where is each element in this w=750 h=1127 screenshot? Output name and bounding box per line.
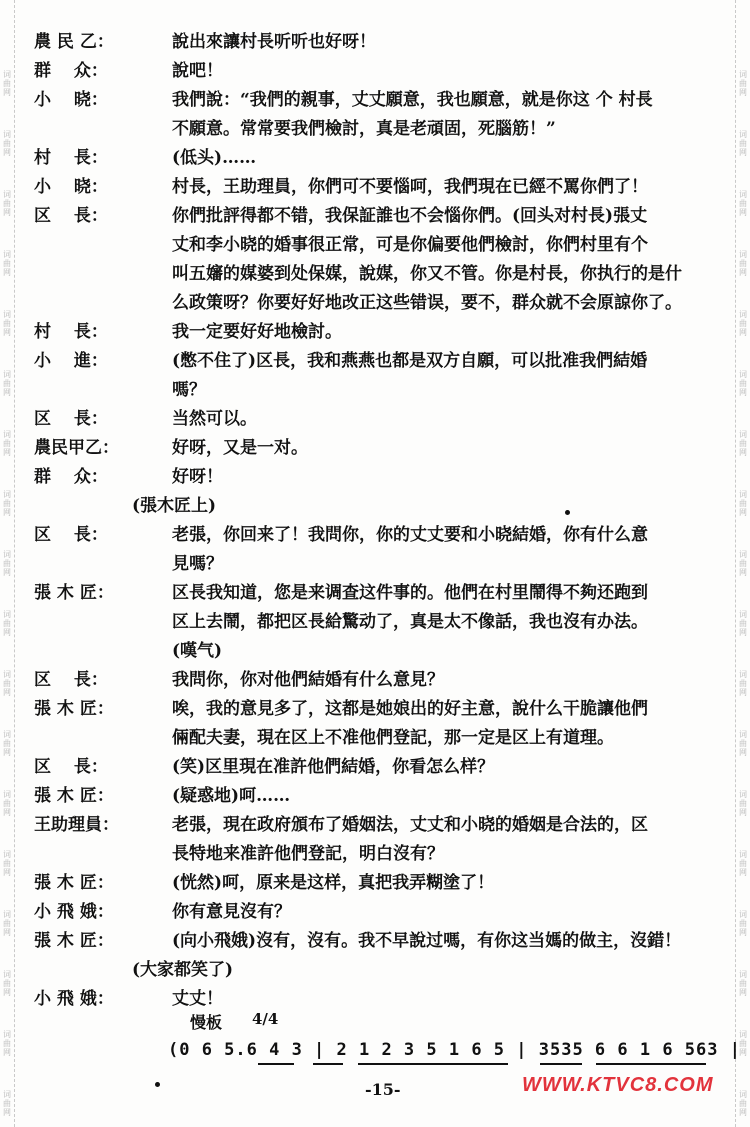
dialogue-line — [26, 57, 726, 86]
watermark-char: 词 — [739, 310, 747, 319]
watermark-char: 词 — [739, 610, 747, 619]
dialogue-text: 当然可以。 — [172, 409, 257, 429]
watermark-char: 词 — [3, 490, 11, 499]
page-number: -15- — [365, 1080, 401, 1099]
watermark-char: 网 — [739, 388, 747, 397]
watermark-char: 词 — [739, 670, 747, 679]
watermark-glyph-group — [1, 1090, 13, 1117]
dialogue-text: 么政策呀？你要好好地改正这些错误，要不，群众就不会原諒你了。 — [172, 293, 682, 313]
dialogue-line — [26, 840, 726, 869]
script-page — [26, 28, 726, 1014]
watermark-char: 词 — [3, 130, 11, 139]
speaker-name: 群 众： — [34, 467, 108, 487]
watermark-char: 曲 — [739, 79, 747, 88]
dialogue-line — [26, 376, 726, 405]
watermark-char: 曲 — [3, 199, 11, 208]
watermark-char: 网 — [3, 208, 11, 217]
dialogue-text: 老張，現在政府頒布了婚姻法，丈丈和小晓的婚姻是合法的，区 — [172, 815, 648, 835]
watermark-glyph-group — [1, 730, 13, 757]
watermark-char: 网 — [3, 388, 11, 397]
watermark-char: 词 — [3, 670, 11, 679]
underline — [313, 1063, 343, 1065]
left-watermark-strip — [0, 0, 15, 1127]
speaker-name: 区 長： — [34, 757, 108, 777]
watermark-char: 网 — [739, 568, 747, 577]
dialogue-line — [26, 86, 726, 115]
music-tempo: 慢板 — [190, 1013, 223, 1032]
dialogue-line — [26, 144, 726, 173]
dialogue-line — [26, 28, 726, 57]
watermark-char: 网 — [739, 748, 747, 757]
stage-direction: (大家都笑了) — [132, 960, 234, 980]
watermark-char: 网 — [3, 928, 11, 937]
watermark-char: 网 — [3, 448, 11, 457]
watermark-glyph-group — [1, 850, 13, 877]
watermark-char: 曲 — [739, 919, 747, 928]
watermark-char: 网 — [739, 1048, 747, 1057]
watermark-char: 词 — [739, 910, 747, 919]
speaker-name: 農民甲乙： — [34, 438, 119, 458]
watermark-glyph-group — [737, 190, 749, 217]
watermark-char: 词 — [739, 430, 747, 439]
dialogue-line — [26, 724, 726, 753]
watermark-char: 词 — [739, 790, 747, 799]
watermark-char: 网 — [3, 628, 11, 637]
watermark-glyph-group — [737, 430, 749, 457]
watermark-char: 曲 — [739, 1099, 747, 1108]
watermark-glyph-group — [737, 70, 749, 97]
dialogue-text: 区長我知道，您是来调查这件事的。他們在村里鬧得不夠还跑到 — [172, 583, 648, 603]
underline — [358, 1063, 508, 1065]
watermark-char: 网 — [739, 148, 747, 157]
dialogue-text: 丈和李小晓的婚事很正常，可是你偏要他們檢討，你們村里有个 — [172, 235, 648, 255]
dialogue-text: 你們批評得都不错，我保証誰也不会惱你們。(回头对村長)張丈 — [172, 206, 648, 226]
watermark-char: 曲 — [739, 499, 747, 508]
watermark-glyph-group — [737, 490, 749, 517]
speaker-name: 張 木 匠： — [34, 873, 114, 893]
speaker-name: 区 長： — [34, 670, 108, 690]
speaker-name: 張 木 匠： — [34, 786, 114, 806]
watermark-char: 词 — [3, 370, 11, 379]
music-notation: (0 6 5.6 4 3 | 2 1 2 3 5 1 6 5 | 3535 6 6 1 6 563 | — [168, 1040, 741, 1060]
dialogue-text: (恍然)呵，原来是这样，真把我弄糊塗了！ — [172, 873, 495, 893]
watermark-char: 曲 — [3, 319, 11, 328]
dialogue-line — [26, 115, 726, 144]
watermark-char: 曲 — [739, 979, 747, 988]
watermark-char: 曲 — [3, 859, 11, 868]
dialogue-line — [26, 173, 726, 202]
dialogue-text: (嘆气) — [172, 641, 223, 661]
notation-underlines — [168, 1063, 718, 1069]
watermark-char: 曲 — [739, 1039, 747, 1048]
speaker-name: 区 長： — [34, 206, 108, 226]
watermark-char: 词 — [3, 910, 11, 919]
watermark-char: 网 — [3, 88, 11, 97]
ink-speck — [155, 1082, 160, 1087]
speaker-name: 小 晓： — [34, 177, 108, 197]
watermark-glyph-group — [737, 790, 749, 817]
watermark-char: 曲 — [3, 619, 11, 628]
stage-direction-line — [26, 492, 726, 521]
watermark-char: 网 — [3, 748, 11, 757]
watermark-glyph-group — [737, 670, 749, 697]
watermark-char: 网 — [3, 1048, 11, 1057]
dialogue-text: 嗎？ — [172, 380, 206, 400]
watermark-char: 网 — [3, 508, 11, 517]
dialogue-line — [26, 811, 726, 840]
dialogue-line — [26, 782, 726, 811]
dialogue-text: 老張，你回来了！我問你，你的丈丈要和小晓結婚，你有什么意 — [172, 525, 648, 545]
dialogue-line — [26, 550, 726, 579]
watermark-char: 曲 — [739, 379, 747, 388]
watermark-glyph-group — [1, 250, 13, 277]
watermark-char: 曲 — [739, 799, 747, 808]
watermark-glyph-group — [737, 550, 749, 577]
watermark-char: 网 — [3, 268, 11, 277]
dialogue-line — [26, 637, 726, 666]
watermark-char: 网 — [3, 688, 11, 697]
watermark-char: 词 — [739, 250, 747, 259]
watermark-char: 词 — [3, 430, 11, 439]
watermark-char: 曲 — [3, 559, 11, 568]
dialogue-text: 村長，王助理員，你們可不要惱呵，我們現在已經不罵你們了！ — [172, 177, 648, 197]
dialogue-text: 我問你，你对他們結婚有什么意見？ — [172, 670, 444, 690]
watermark-glyph-group — [737, 250, 749, 277]
dialogue-text: 說吧！ — [172, 61, 223, 81]
watermark-glyph-group — [737, 1090, 749, 1117]
watermark-char: 词 — [3, 1030, 11, 1039]
watermark-char: 词 — [3, 790, 11, 799]
watermark-glyph-group — [1, 550, 13, 577]
watermark-glyph-group — [1, 190, 13, 217]
watermark-char: 曲 — [3, 79, 11, 88]
watermark-glyph-group — [737, 910, 749, 937]
dialogue-line — [26, 869, 726, 898]
watermark-char: 曲 — [739, 559, 747, 568]
watermark-glyph-group — [1, 70, 13, 97]
watermark-glyph-group — [737, 730, 749, 757]
watermark-char: 网 — [739, 508, 747, 517]
watermark-char: 曲 — [3, 439, 11, 448]
dialogue-text: (憋不住了)区長，我和燕燕也都是双方自願，可以批准我們結婚 — [172, 351, 648, 371]
watermark-glyph-group — [737, 130, 749, 157]
watermark-char: 词 — [3, 1090, 11, 1099]
watermark-glyph-group — [1, 910, 13, 937]
watermark-char: 曲 — [739, 319, 747, 328]
dialogue-text: (低头)…… — [172, 148, 257, 168]
dialogue-text: 丈丈！ — [172, 989, 223, 1009]
watermark-glyph-group — [1, 130, 13, 157]
dialogue-line — [26, 231, 726, 260]
dialogue-line — [26, 318, 726, 347]
watermark-char: 词 — [3, 550, 11, 559]
watermark-char: 网 — [739, 808, 747, 817]
watermark-char: 曲 — [739, 619, 747, 628]
speaker-name: 区 長： — [34, 409, 108, 429]
speaker-name: 張 木 匠： — [34, 699, 114, 719]
watermark-char: 曲 — [3, 679, 11, 688]
dialogue-text: 你有意見沒有？ — [172, 902, 291, 922]
watermark-char: 曲 — [3, 499, 11, 508]
site-watermark: WWW.KTVC8.COM — [522, 1074, 714, 1096]
dialogue-text: 好呀，又是一对。 — [172, 438, 308, 458]
watermark-glyph-group — [1, 670, 13, 697]
watermark-char: 曲 — [739, 259, 747, 268]
watermark-char: 词 — [739, 70, 747, 79]
dialogue-text: 我們說：“我們的親事，丈丈願意，我也願意，就是你这 个 村長 — [172, 90, 653, 110]
ink-speck — [565, 510, 570, 515]
speaker-name: 小 晓： — [34, 90, 108, 110]
speaker-name: 小 飛 娥： — [34, 989, 114, 1009]
speaker-name: 張 木 匠： — [34, 583, 114, 603]
stage-direction-line — [26, 956, 726, 985]
watermark-char: 网 — [3, 808, 11, 817]
watermark-char: 曲 — [3, 1099, 11, 1108]
dialogue-text: 叫五嬸的媒婆到处保媒，說媒，你又不管。你是村長，你执行的是什 — [172, 264, 682, 284]
dialogue-line — [26, 579, 726, 608]
watermark-char: 词 — [3, 610, 11, 619]
watermark-glyph-group — [737, 850, 749, 877]
watermark-char: 网 — [3, 328, 11, 337]
watermark-char: 网 — [739, 88, 747, 97]
dialogue-line — [26, 666, 726, 695]
speaker-name: 区 長： — [34, 525, 108, 545]
watermark-char: 网 — [3, 148, 11, 157]
watermark-char: 曲 — [3, 1039, 11, 1048]
speaker-name: 群 众： — [34, 61, 108, 81]
watermark-char: 词 — [3, 970, 11, 979]
watermark-char: 词 — [3, 190, 11, 199]
watermark-char: 曲 — [3, 139, 11, 148]
speaker-name: 村 長： — [34, 322, 108, 342]
watermark-char: 曲 — [3, 979, 11, 988]
watermark-char: 词 — [739, 190, 747, 199]
watermark-char: 曲 — [3, 259, 11, 268]
speaker-name: 王助理員： — [34, 815, 119, 835]
dialogue-line — [26, 521, 726, 550]
watermark-glyph-group — [1, 970, 13, 997]
watermark-char: 词 — [739, 370, 747, 379]
speaker-name: 村 長： — [34, 148, 108, 168]
dialogue-text: (疑惑地)呵…… — [172, 786, 291, 806]
speaker-name: 張 木 匠： — [34, 931, 114, 951]
watermark-char: 词 — [739, 730, 747, 739]
watermark-char: 网 — [739, 448, 747, 457]
watermark-char: 词 — [739, 1030, 747, 1039]
dialogue-line — [26, 405, 726, 434]
dialogue-line — [26, 927, 726, 956]
watermark-char: 词 — [3, 250, 11, 259]
dialogue-line — [26, 202, 726, 231]
dialogue-text: (向小飛娥)沒有，沒有。我不早說过嗎，有你这当媽的做主，沒錯！ — [172, 931, 682, 951]
watermark-char: 网 — [739, 268, 747, 277]
dialogue-line — [26, 695, 726, 724]
dialogue-line — [26, 434, 726, 463]
speaker-name: 小 進： — [34, 351, 108, 371]
watermark-glyph-group — [737, 310, 749, 337]
dialogue-text: (笑)区里現在准許他們結婚，你看怎么样？ — [172, 757, 495, 777]
watermark-glyph-group — [1, 610, 13, 637]
watermark-char: 网 — [739, 328, 747, 337]
watermark-char: 曲 — [739, 439, 747, 448]
watermark-char: 网 — [739, 628, 747, 637]
watermark-char: 词 — [739, 130, 747, 139]
watermark-char: 词 — [739, 970, 747, 979]
watermark-char: 网 — [739, 1108, 747, 1117]
watermark-glyph-group — [737, 970, 749, 997]
music-meter: 4/4 — [252, 1010, 279, 1028]
watermark-char: 曲 — [739, 139, 747, 148]
dialogue-line — [26, 985, 726, 1014]
watermark-glyph-group — [1, 310, 13, 337]
dialogue-line — [26, 289, 726, 318]
watermark-char: 网 — [3, 868, 11, 877]
dialogue-text: 見嗎？ — [172, 554, 223, 574]
watermark-char: 网 — [739, 868, 747, 877]
watermark-char: 曲 — [739, 859, 747, 868]
watermark-char: 词 — [3, 850, 11, 859]
speaker-name: 農 民 乙： — [34, 32, 114, 52]
dialogue-text: 說出來讓村長听听也好呀！ — [172, 32, 376, 52]
watermark-glyph-group — [1, 1030, 13, 1057]
watermark-char: 词 — [739, 1090, 747, 1099]
dialogue-line — [26, 753, 726, 782]
underline — [596, 1063, 706, 1065]
dialogue-line — [26, 347, 726, 376]
watermark-char: 网 — [3, 988, 11, 997]
dialogue-text: 区上去鬧，都把区長給驚动了，真是太不像話，我也沒有办法。 — [172, 612, 648, 632]
dialogue-line — [26, 898, 726, 927]
watermark-glyph-group — [1, 370, 13, 397]
dialogue-line — [26, 608, 726, 637]
watermark-char: 词 — [739, 850, 747, 859]
watermark-char: 曲 — [3, 379, 11, 388]
watermark-char: 曲 — [739, 679, 747, 688]
watermark-char: 曲 — [3, 799, 11, 808]
watermark-char: 网 — [739, 928, 747, 937]
watermark-char: 词 — [739, 490, 747, 499]
speaker-name: 小 飛 娥： — [34, 902, 114, 922]
watermark-char: 词 — [3, 70, 11, 79]
watermark-glyph-group — [737, 610, 749, 637]
stage-direction: (張木匠上) — [132, 496, 217, 516]
dialogue-text: 唉，我的意見多了，这都是她娘出的好主意，說什么干脆讓他們 — [172, 699, 648, 719]
underline — [540, 1063, 582, 1065]
dialogue-text: 長特地来准許他們登記，明白沒有？ — [172, 844, 444, 864]
dialogue-text: 不願意。常常要我們檢討，真是老頑固，死腦筋！” — [172, 119, 556, 139]
watermark-glyph-group — [737, 370, 749, 397]
watermark-glyph-group — [1, 430, 13, 457]
dialogue-text: 倆配夫妻，現在区上不准他們登記，那一定是区上有道理。 — [172, 728, 614, 748]
watermark-glyph-group — [1, 490, 13, 517]
dialogue-line — [26, 260, 726, 289]
underline — [258, 1063, 294, 1065]
dialogue-line — [26, 463, 726, 492]
dialogue-text: 我一定要好好地檢討。 — [172, 322, 342, 342]
watermark-char: 曲 — [739, 739, 747, 748]
watermark-char: 词 — [3, 730, 11, 739]
right-watermark-strip — [735, 0, 750, 1127]
dialogue-text: 好呀！ — [172, 467, 223, 487]
watermark-char: 网 — [739, 988, 747, 997]
watermark-char: 网 — [739, 208, 747, 217]
watermark-char: 网 — [739, 688, 747, 697]
watermark-char: 曲 — [739, 199, 747, 208]
watermark-char: 曲 — [3, 919, 11, 928]
watermark-char: 词 — [739, 550, 747, 559]
watermark-char: 网 — [3, 568, 11, 577]
watermark-char: 网 — [3, 1108, 11, 1117]
watermark-char: 词 — [3, 310, 11, 319]
watermark-glyph-group — [1, 790, 13, 817]
watermark-char: 曲 — [3, 739, 11, 748]
